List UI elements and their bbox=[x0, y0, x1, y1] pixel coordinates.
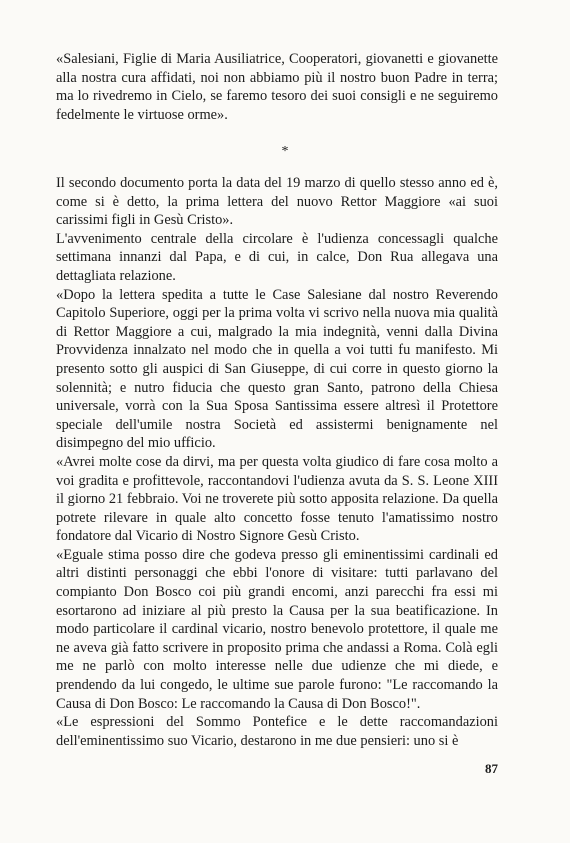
section-separator: * bbox=[281, 144, 289, 159]
paragraph-central-event: L'avvenimento centrale della circolare è l'udienza concessagli qualche settimana innanzi dal Papa, e di cui, in calce, Don Rua allegava una dettagliata relazione. bbox=[56, 230, 498, 284]
opening-quote-block bbox=[56, 50, 498, 124]
paragraph-letter-opening: «Dopo la lettera spedita a tutte le Case Salesiane dal nostro Reverendo Capitolo Superiore, oggi per la prima volta vi scrivo nella nuova mia qualità di Rettor Maggiore a cui, malgrado la mia indegnità, venni dalla Divina Provvidenza innalzato nel modo che in quella a voi tutti fu manifesto. Mi presento sotto gli auspici di San Giuseppe, di cui corre in questo giorno la solennità; e nutro fiducia che questo gran Santo, patrono della Chiesa universale, vorrà con la Sua Sposa Santissima essere altresì il Protettore speciale dell'umile nostra Società ed assistermi benignamente nel disimpegno del mio ufficio. bbox=[56, 286, 498, 452]
main-text-block bbox=[56, 174, 498, 750]
paragraph-cardinals-esteem: «Eguale stima posso dire che godeva presso gli eminentissimi cardinali ed altri distinti personaggi che ebbi l'onore di visitare: tutti parlavano del compianto Don Bosco coi più grandi encomi, anzi parecchi fra essi mi esortarono ad iniziare al più presto la Causa per la sua beatificazione. In modo particolare il cardinal vicario, nostro benevolo protettore, il quale me ne aveva già fatto scrivere in proposito prima che andassi a Roma. Colà egli me ne parlò con molto interesse nelle due udienze che mi diede, e prendendo da lui congedo, le ultime sue parole furono: "Le raccomando la Causa di Don Bosco: Le raccomando la Causa di Don Bosco!". bbox=[56, 546, 498, 712]
paragraph-two-thoughts: «Le espressioni del Sommo Pontefice e le dette raccomandazioni dell'eminentissimo suo Vicario, destarono in me due pensieri: uno si è bbox=[56, 714, 498, 749]
page-number: 87 bbox=[485, 761, 498, 776]
intro-paragraph: «Salesiani, Figlie di Maria Ausiliatrice, Cooperatori, giovanetti e giovanette alla nostra cura affidati, noi non abbiamo più il nostro buon Padre in terra; ma lo rivedremo in Cielo, se faremo tesoro dei suoi consigli e ne seguiremo fedelmente le virtuose orme». bbox=[56, 51, 498, 123]
paragraph-second-document: Il secondo documento porta la data del 19 marzo di quello stesso anno ed è, come si è detto, la prima lettera del nuovo Rettor Maggiore «ai suoi carissimi figli in Gesù Cristo». bbox=[56, 175, 498, 229]
paragraph-audience-account: «Avrei molte cose da dirvi, ma per questa volta giudico di fare cosa molto a voi gradita e profittevole, raccontandovi l'udienza avuta da S. S. Leone XIII il giorno 21 febbraio. Voi ne troverete più sotto apposita relazione. Da quella potrete rilevare in quale alto concetto fosse tenuto l'amatissimo nostro fondatore dal Vicario di Nostro Signore Gesù Cristo. bbox=[56, 453, 498, 545]
